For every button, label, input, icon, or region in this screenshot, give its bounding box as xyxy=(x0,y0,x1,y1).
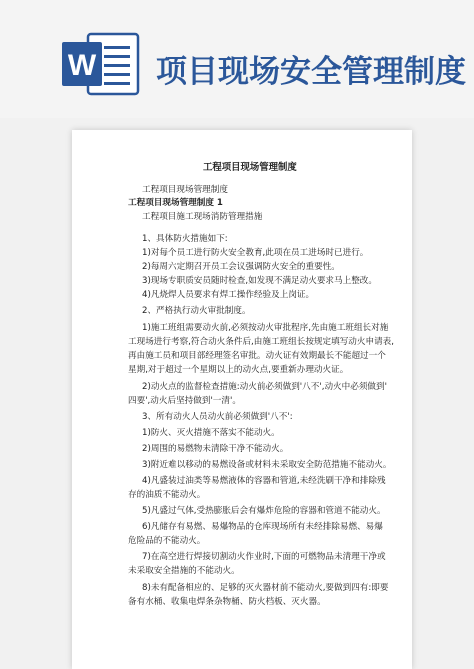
word-doc-icon xyxy=(60,30,142,98)
document-line: 1)施工班组需要动火前,必须按动火审批程序,先由施工班组长对施 xyxy=(142,323,389,333)
banner-title: 项目现场安全管理制度 xyxy=(156,54,466,90)
document-line: 2、严格执行动火审批制度。 xyxy=(142,306,251,316)
document-line: 再由施工员和项目部经理签名审批。动火证有效期最长不能超过一个 xyxy=(128,351,386,361)
document-page xyxy=(72,130,412,669)
document-title: 工程项目现场管理制度 xyxy=(203,162,297,173)
document-line: 危险品的不能动火。 xyxy=(128,536,206,546)
document-line: 6)凡储存有易燃、易爆物品的仓库现场所有未经排除易燃、易爆 xyxy=(142,522,383,532)
word-letter: W xyxy=(67,49,97,82)
document-line: 7)在高空进行焊接切割动火作业时,下面的可燃物品未清理干净或 xyxy=(142,552,386,562)
document-line: 1)对每个员工进行防火安全教育,此项在员工进场时已进行。 xyxy=(142,248,369,258)
document-line: 5)凡盛过气体,受热膨胀后会有爆炸危险的容器和管道不能动火。 xyxy=(142,506,386,516)
document-line: 1、具体防火措施如下: xyxy=(142,234,228,244)
document-line: 4)凡盛装过油类等易燃液体的容器和管道,未经洗刷干净和排除残 xyxy=(142,476,386,486)
document-line: 未采取安全措施的不能动火。 xyxy=(128,566,240,576)
document-line: 2)动火点的监督检查措施:动火前必须做到'八不',动火中必须做到' xyxy=(142,382,387,392)
document-line: 2)每周六定期召开员工会议强调防火安全的重要性。 xyxy=(142,262,340,272)
document-line: 工现场进行考察,符合动火条件后,由施工班组长按规定填写动火申请表, xyxy=(128,337,395,347)
document-line: 工程项目现场管理制度 1 xyxy=(128,198,223,208)
document-line: 4)凡烧焊人员要求有焊工操作经验及上岗证。 xyxy=(142,290,315,300)
document-line: 1)防火、灭火措施不落实不能动火。 xyxy=(142,428,280,438)
banner xyxy=(0,0,474,118)
document-line: 3)现场专职质安员随时检查,如发现不满足动火要求马上整改。 xyxy=(142,276,377,286)
document-line: 2)周围的易燃物未清除干净不能动火。 xyxy=(142,444,289,454)
document-body xyxy=(72,130,412,669)
document-line: 备有水桶、收集电焊条杂物桶、防火档板、灭火器。 xyxy=(128,597,326,607)
document-line: 存的油质不能动火。 xyxy=(128,490,206,500)
document-line: 3、所有动火人员动火前必须做到'八不': xyxy=(142,412,293,422)
document-line: 星期,对于超过一个星期以上的动火点,要重新办理动火证。 xyxy=(128,365,349,375)
document-line: 四要',动火后坚持做到'一清'。 xyxy=(128,396,241,406)
document-line: 工程项目现场管理制度 xyxy=(142,185,228,195)
document-line: 工程项目施工现场消防管理措施 xyxy=(142,212,263,222)
document-line: 8)未有配备相应的、足够的灭火器材前不能动火,要做到四有:即要 xyxy=(142,583,389,593)
document-line: 3)附近难以移动的易燃设备或材料未采取安全防范措施不能动火。 xyxy=(142,460,392,470)
